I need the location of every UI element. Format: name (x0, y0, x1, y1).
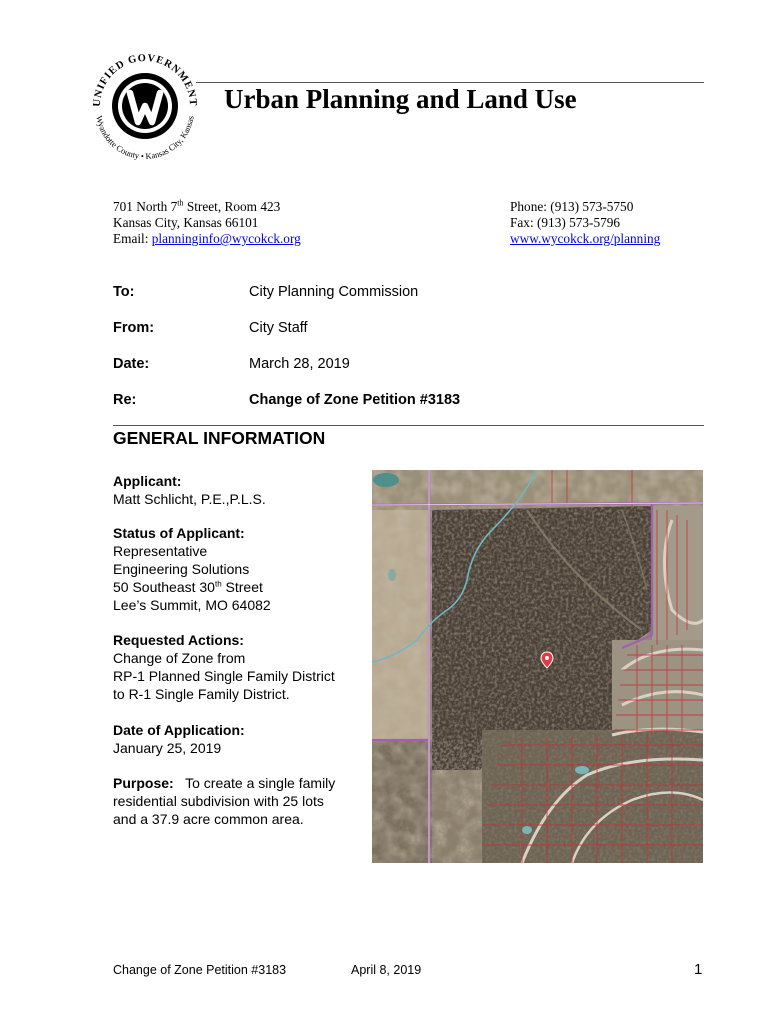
memo-to-label: To: (113, 284, 135, 300)
purpose-label: Purpose: (113, 775, 174, 791)
contact-address-block (113, 199, 301, 247)
purpose-line: and a 37.9 acre common area. (113, 811, 304, 827)
status-address: 50 Southeast 30th Street (113, 579, 263, 595)
logo-ring-top-text: UNIFIED GOVERNMENT (91, 52, 199, 108)
applicant-value: Matt Schlicht, P.E.,P.L.S. (113, 491, 266, 507)
phone-number: Phone: (913) 573-5750 (510, 199, 634, 214)
footer-date: April 8, 2019 (351, 963, 422, 977)
fax-number: Fax: (913) 573-5796 (510, 215, 621, 230)
aerial-site-map (372, 470, 703, 863)
status-block (113, 524, 368, 614)
purpose-line: residential subdivision with 25 lots (113, 793, 324, 809)
memo-from-label: From: (113, 320, 155, 336)
contact-phone-block (510, 199, 660, 247)
section-rule (113, 425, 704, 426)
requested-block (113, 631, 368, 703)
page-title: Urban Planning and Land Use (224, 84, 577, 114)
ug-logo-icon (86, 44, 204, 162)
status-line: Representative (113, 543, 208, 559)
email-line: Email: planninginfo@wycokck.org (113, 231, 301, 246)
applicant-block (113, 472, 368, 508)
memo-to-value: City Planning Commission (249, 284, 419, 300)
status-line: Engineering Solutions (113, 561, 250, 577)
status-city: Lee’s Summit, MO 64082 (113, 597, 271, 613)
date-of-application-label: Date of Application: (113, 722, 245, 738)
page-number: 1 (694, 961, 703, 978)
logo-ring-bottom-text: Wyandotte County • Kansas City, Kansas (94, 114, 196, 162)
requested-line: RP-1 Planned Single Family District (113, 668, 335, 684)
memo-date-value: March 28, 2019 (249, 356, 350, 372)
office-city: Kansas City, Kansas 66101 (113, 215, 259, 230)
date-of-application-block (113, 721, 368, 757)
footer-petition: Change of Zone Petition #3183 (113, 963, 287, 977)
requested-line: Change of Zone from (113, 650, 246, 666)
memo-from-value: City Staff (249, 320, 308, 336)
section-heading: GENERAL INFORMATION (113, 428, 326, 448)
purpose-block (113, 774, 368, 828)
website-link[interactable]: www.wycokck.org/planning (510, 231, 661, 246)
applicant-label: Applicant: (113, 473, 182, 489)
memo-re-label: Re: (113, 392, 137, 408)
memo-re-value: Change of Zone Petition #3183 (249, 392, 461, 408)
office-address: 701 North 7th Street, Room 423 (113, 198, 281, 214)
email-link[interactable]: planninginfo@wycokck.org (151, 231, 301, 246)
requested-line: to R-1 Single Family District. (113, 686, 290, 702)
memo-date-label: Date: (113, 356, 150, 372)
header-rule (196, 82, 704, 83)
status-label: Status of Applicant: (113, 525, 245, 541)
date-of-application-value: January 25, 2019 (113, 740, 222, 756)
purpose-line: Purpose: To create a single family (113, 775, 336, 791)
requested-label: Requested Actions: (113, 632, 244, 648)
